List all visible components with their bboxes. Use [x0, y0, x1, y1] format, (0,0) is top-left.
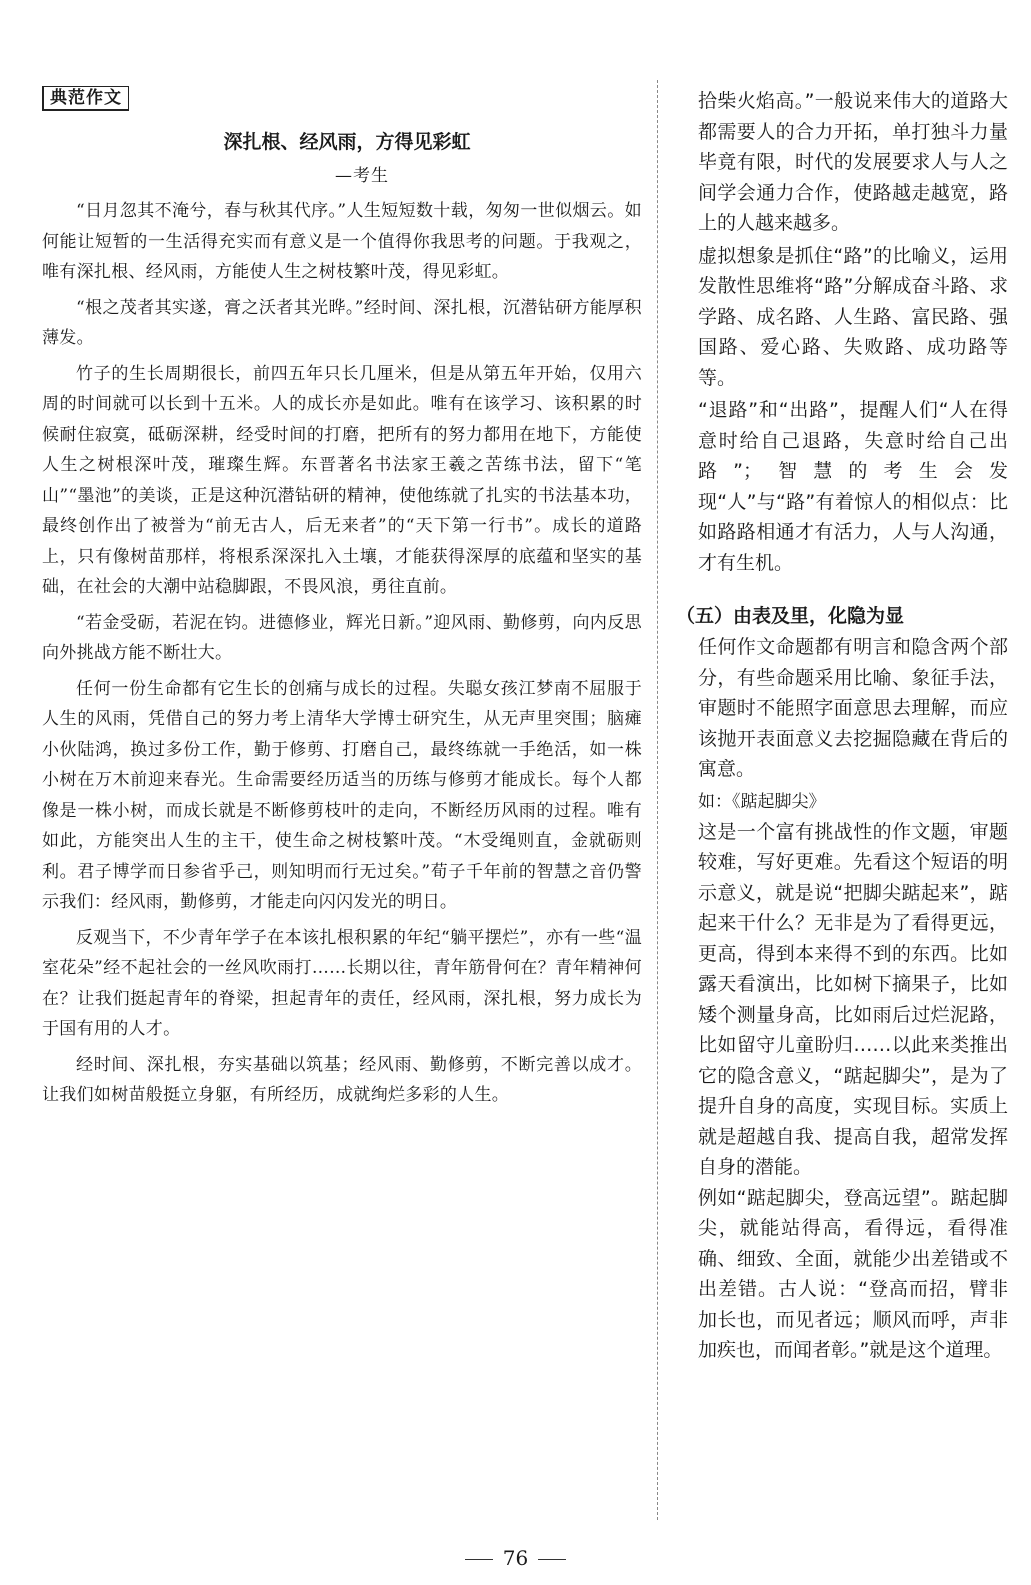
essay-paragraph: 任何一份生命都有它生长的创痛与成长的过程。失聪女孩江梦南不屈服于人生的风雨，凭借自己的努力考上清华大学博士研究生，从无声里突围；脑瘫小伙陆鸿，换过多份工作，勤于修剪、打磨自己，最终练就一手绝活，如一株小树在万木前迎来春光。生命需要经历适当的历练与修剪才能成长。每个人都像是一株小树，而成长就是不断修剪枝叶的走向，不断经历风雨的过程。唯有如此，方能突出人生的主干，使生命之树枝繁叶茂。“木受绳则直，金就砺则利。君子博学而日参省乎己，则知明而行无过矣。”荀子千年前的智慧之音仍警示我们：经风雨，勤修剪，才能走向闪闪发光的明日。	[42, 678, 642, 912]
guidance-paragraph: 拾柴火焰高。”一般说来伟大的道路大都需要人的合力开拓，单打独斗力量毕竟有限，时代的发展要求人与人之间学会通力合作，使路越走越宽，路上的人越来越多。	[698, 90, 1008, 234]
model-essay-column	[42, 86, 642, 1111]
section-heading: （五）由表及里，化隐为显	[676, 605, 905, 627]
guidance-paragraph: 这是一个富有挑战性的作文题，审题较难，写好更难。先看这个短语的明示意义，就是说“把脚尖踮起来”，踮起来干什么？无非是为了看得更远，更高，得到本来得不到的东西。比如露天看演出，比如树下摘果子，比如矮个测量身高，比如雨后过烂泥路，比如留守儿童盼归……以此来类推出它的隐含意义，“踮起脚尖”，是为了提升自身的高度，实现目标。实质上就是超越自我、提高自我，超常发挥自身的潜能。	[698, 820, 1008, 1178]
footer-dash-left	[465, 1559, 493, 1560]
section-tag: 典范作文	[42, 86, 129, 111]
guidance-column-top	[698, 86, 1008, 578]
guidance-paragraph: 例如“踮起脚尖，登高远望”。踮起脚尖，就能站得高，看得远，看得准确、细致、全面，就能少出差错或不出差错。古人说：“登高而招，臂非加长也，而见者远；顺风而呼，声非加疾也，而闻者彰。”就是这个道理。	[698, 1186, 1008, 1361]
guidance-paragraph: 任何作文命题都有明言和隐含两个部分，有些命题采用比喻、象征手法，审题时不能照字面意思去理解，而应该抛开表面意义去挖掘隐藏在背后的寓意。	[698, 636, 1008, 780]
essay-paragraph: 反观当下，不少青年学子在本该扎根积累的年纪“躺平摆烂”，亦有一些“温室花朵”经不起社会的一丝风吹雨打……长期以往，青年筋骨何在？青年精神何在？让我们挺起青年的脊梁，担起青年的责任，经风雨，深扎根，努力成长为于国有用的人才。	[42, 927, 642, 1039]
essay-title: 深扎根、经风雨，方得见彩虹	[223, 131, 471, 153]
essay-paragraph: “根之茂者其实遂，膏之沃者其光晔。”经时间、深扎根，沉潜钻研方能厚积薄发。	[42, 297, 642, 348]
essay-paragraph: “日月忽其不淹兮，春与秋其代序。”人生短短数十载，匆匆一世似烟云。如何能让短暂的一生活得充实而有意义是一个值得你我思考的问题。于我观之，唯有深扎根、经风雨，方能使人生之树枝繁叶茂，得见彩虹。	[42, 201, 642, 282]
essay-paragraph: 竹子的生长周期很长，前四五年只长几厘米，但是从第五年开始，仅用六周的时间就可以长到十五米。人的成长亦是如此。唯有在该学习、该积累的时候耐住寂寞，砥砺深耕，经受时间的打磨，把所有的努力都用在地下，方能使人生之树根深叶茂，璀璨生辉。东晋著名书法家王羲之苦练书法，留下“笔山”“墨池”的美谈，正是这种沉潜钻研的精神，使他练就了扎实的书法基本功，最终创作出了被誉为“前无古人，后无来者”的“天下第一行书”。成长的道路上，只有像树苗那样，将根系深深扎入土壤，才能获得深厚的底蕴和坚实的基础，在社会的大潮中站稳脚跟，不畏风浪，勇往直前。	[42, 363, 642, 597]
essay-paragraph: “若金受砺，若泥在钧。进德修业，辉光日新。”迎风雨、勤修剪，向内反思向外挑战方能不断壮大。	[42, 612, 642, 663]
essay-paragraph: 经时间、深扎根，夯实基础以筑基；经风雨、勤修剪，不断完善以成才。让我们如树苗般挺立身躯，有所经历，成就绚烂多彩的人生。	[42, 1054, 642, 1105]
page-number: 76	[502, 1546, 529, 1570]
guidance-paragraph: “退路”和“出路”，提醒人们“人在得意时给自己退路，失意时给自己出路”；智慧的考生会发现“人”与“路”有着惊人的相似点：比如路路相通才有活力，人与人沟通，才有生机。	[698, 399, 1008, 574]
guidance-paragraph: 虚拟想象是抓住“路”的比喻义，运用发散性思维将“路”分解成奋斗路、求学路、成名路、人生路、富民路、强国路、爱心路、失败路、成功路等等。	[698, 244, 1008, 389]
essay-author: —考生	[335, 166, 389, 186]
column-divider	[657, 80, 658, 1520]
example-label: 如：《踮起脚尖》	[698, 791, 826, 812]
footer-dash-right	[538, 1559, 566, 1560]
guidance-column-bottom	[698, 632, 1008, 1366]
page-footer	[0, 1546, 1031, 1570]
